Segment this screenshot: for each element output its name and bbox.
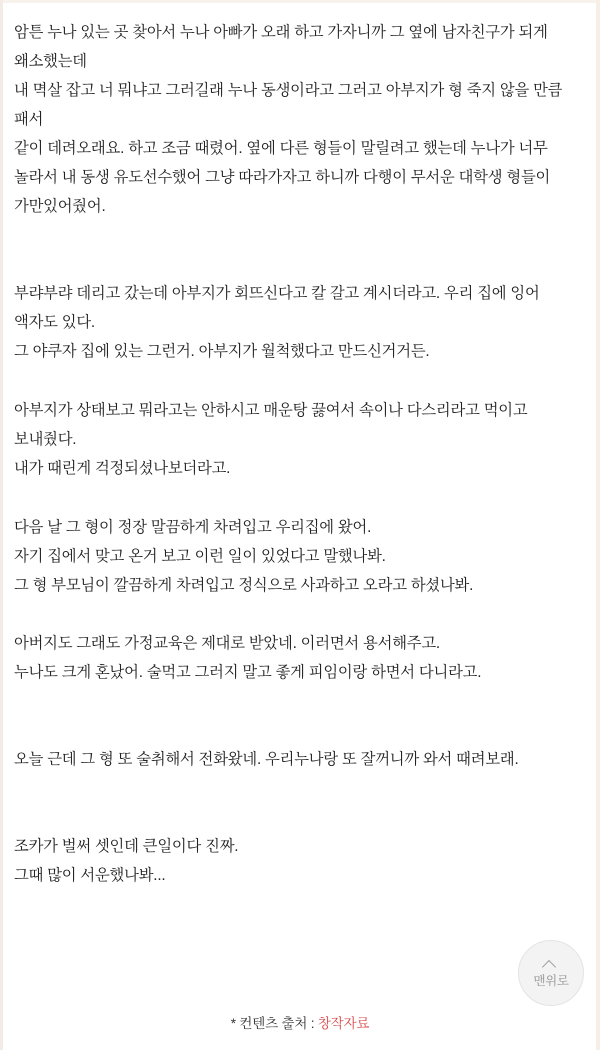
paragraph: 아버지도 그래도 가정교육은 제대로 받았네. 이러면서 용서해주고.: [14, 635, 440, 652]
paragraph-spacer: [14, 221, 578, 279]
scroll-to-top-button[interactable]: [518, 940, 584, 1006]
paragraph-spacer: [14, 483, 578, 513]
paragraph: 아부지가 상태보고 뭐라고는 안하시고 매운탕 끓여서 속이나 다스리라고 먹이고 보내줬다.: [14, 402, 532, 448]
paragraph: 누나도 크게 혼났어. 술먹고 그러지 말고 좋게 피임이랑 하면서 다니라고.: [14, 664, 482, 681]
article-body: [14, 18, 586, 890]
paragraph: 그때 많이 서운했나봐...: [14, 867, 166, 884]
paragraph: 자기 집에서 맞고 온거 보고 이런 일이 있었다고 말했나봐.: [14, 548, 386, 565]
paragraph: 내가 때린게 걱정되셨나보더라고.: [14, 460, 231, 477]
credit-source-link[interactable]: 창작자료: [317, 1016, 370, 1031]
paragraph-spacer: [14, 774, 578, 832]
scroll-to-top-label: 맨위로: [533, 973, 569, 988]
paragraph-spacer: [14, 687, 578, 745]
paragraph: 오늘 근데 그 형 또 술취해서 전화왔네. 우리누나랑 또 잘꺼니까 와서 때려보래.: [14, 751, 519, 768]
chevron-up-icon: [542, 958, 560, 968]
paragraph: 가만있어줬어.: [14, 198, 106, 215]
content-source-credit: [0, 1012, 600, 1032]
paragraph-spacer: [14, 366, 578, 396]
paragraph: 부랴부랴 데리고 갔는데 아부지가 회뜨신다고 칼 갈고 계시더라고. 우리 집에 잉어 액자도 있다.: [14, 285, 544, 331]
credit-prefix: * 컨텐츠 출처 :: [230, 1016, 318, 1031]
page-edge-left: [0, 0, 3, 1050]
page-edge-right: [596, 0, 600, 1050]
paragraph: 조카가 벌써 셋인데 큰일이다 진짜.: [14, 838, 239, 855]
paragraph: 내 멱살 잡고 너 뭐냐고 그러길래 누나 동생이라고 그러고 아부지가 형 죽지 않을 만큼 패서: [14, 82, 567, 128]
paragraph: 같이 데려오래요. 하고 조금 때렸어. 옆에 다른 형들이 말릴려고 했는데 누나가 너무 놀라서 내 동생 유도선수했어 그냥 따라가자고 하니까 다행이 무서운 대학생 형들이: [14, 140, 552, 186]
paragraph: 암튼 누나 있는 곳 찾아서 누나 아빠가 오래 하고 가자니까 그 옆에 남자친구가 되게 왜소했는데: [14, 24, 552, 70]
paragraph: 다음 날 그 형이 정장 말끔하게 차려입고 우리집에 왔어.: [14, 519, 372, 536]
paragraph: 그 야쿠자 집에 있는 그런거. 아부지가 월척했다고 만드신거거든.: [14, 343, 430, 360]
paragraph-spacer: [14, 600, 578, 629]
page-edge-top: [0, 0, 600, 3]
paragraph: 그 형 부모님이 깔끔하게 차려입고 정식으로 사과하고 오라고 하셨나봐.: [14, 577, 474, 594]
